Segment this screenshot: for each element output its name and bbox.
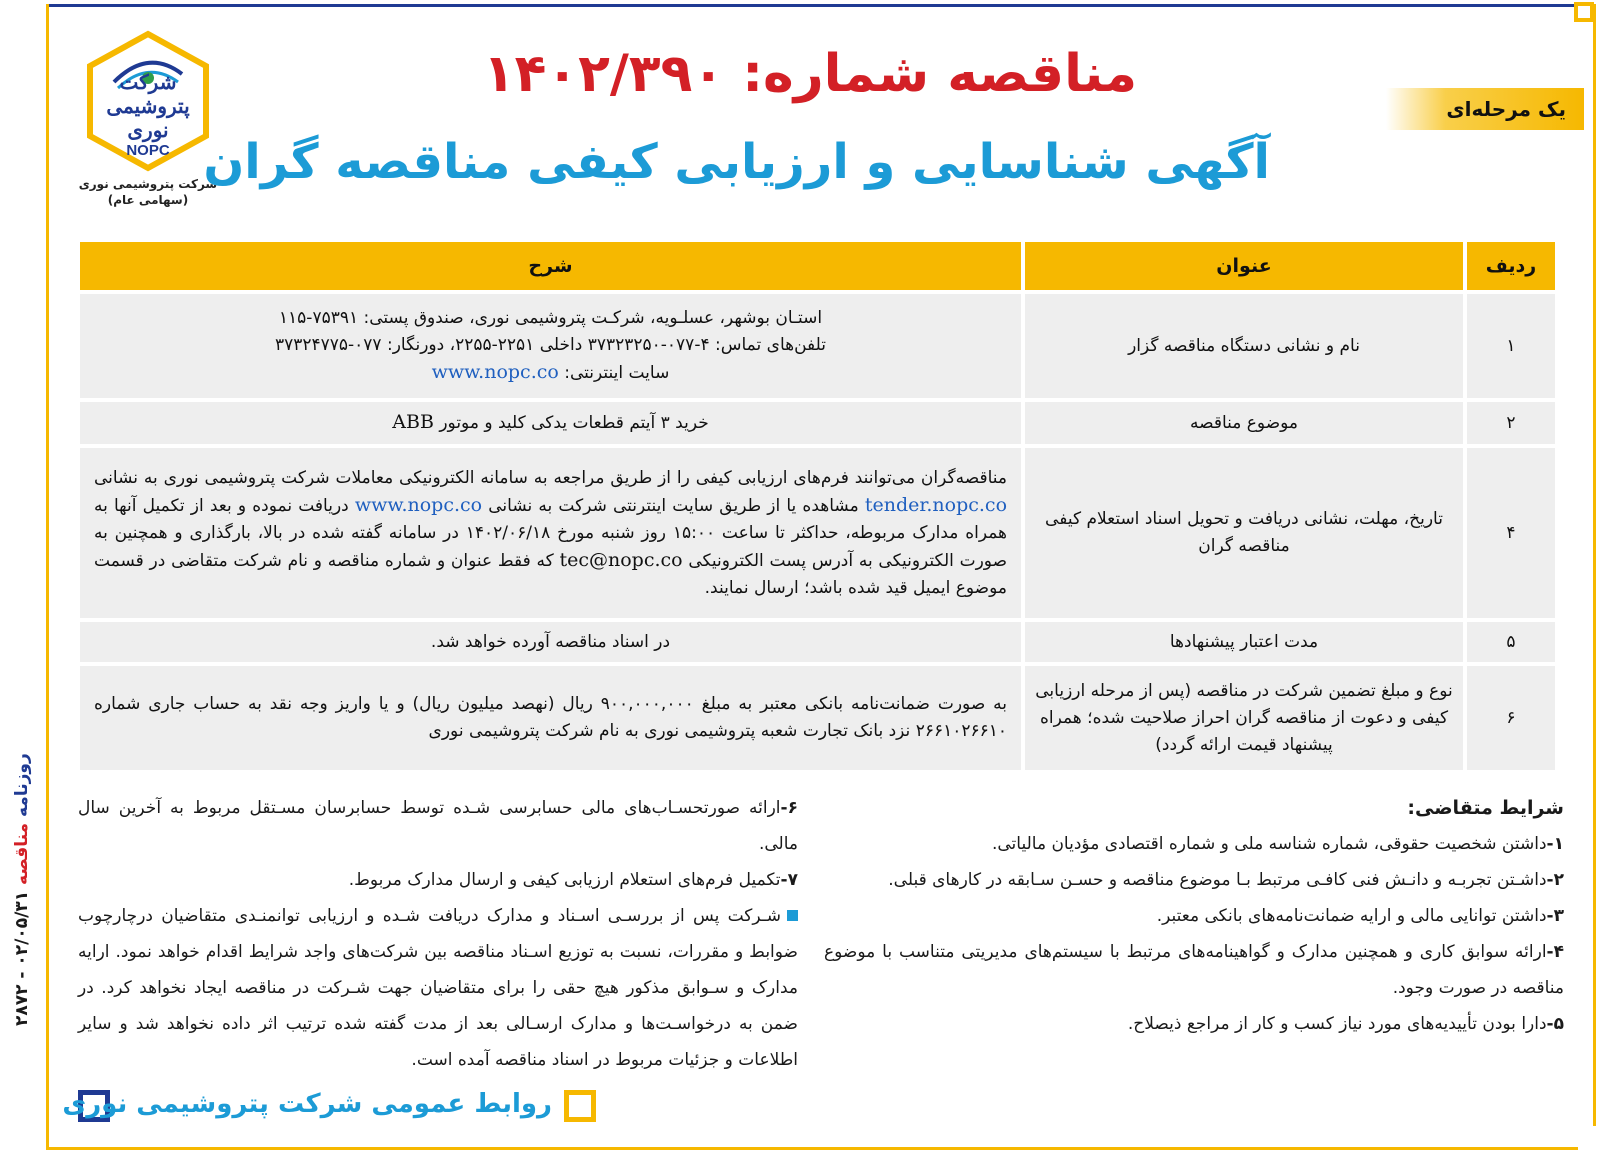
list-item: ۶-ارائه صورتحسـاب‌های مالی حسابرسی شـده توسط حسابرسان مسـتقل مربوط به آخرین سال مالی.: [78, 798, 798, 854]
tender-subtitle: آگهی شناسایی و ارزیابی کیفی مناقصه گران: [203, 134, 1270, 190]
stage-badge: یک مرحله‌ای: [1386, 88, 1584, 130]
header-title: عنوان: [1025, 242, 1463, 290]
conditions-heading: شرایط متقاضی:: [1407, 797, 1564, 819]
tender-portal-link[interactable]: tender.nopc.co: [864, 493, 1008, 516]
logo-hexagon: [84, 30, 212, 172]
header-desc: شرح: [80, 242, 1021, 290]
conditions-right: [824, 790, 1564, 1042]
row-index: ۲: [1467, 402, 1555, 444]
footer-signature: روابط عمومی شرکت پتروشیمی نوری: [62, 1089, 552, 1119]
website-link[interactable]: www.nopc.co: [431, 361, 559, 383]
footer: [62, 1082, 638, 1126]
list-item: ۲-داشـتن تجربـه و دانـش فنی کافـی مرتبط بـا موضوع مناقصه و حسـن سـابقه در کارهای قبلی.: [888, 870, 1564, 890]
table-row: [80, 294, 1555, 398]
row-index: ۱: [1467, 294, 1555, 398]
row-title: موضوع مناقصه: [1025, 402, 1463, 444]
company-logo: [78, 30, 218, 208]
table-row: [80, 666, 1555, 770]
website-link[interactable]: www.nopc.co: [354, 493, 483, 516]
row-title: تاریخ، مهلت، نشانی دریافت و تحویل اسناد استعلام کیفی مناقصه گران: [1025, 448, 1463, 618]
conditions-left: [78, 790, 798, 1078]
row-title: مدت اعتبار پیشنهادها: [1025, 622, 1463, 662]
email-link[interactable]: tec@nopc.co: [559, 548, 683, 571]
table-row: [80, 448, 1555, 618]
conditions-note: شـرکت پس از بررسـی اسـناد و مدارک دریافت شـده و ارزیابی توانمنـدی متقاضیان درچارچوب ضوابط و مقررات، نسبت به توزیع اسـناد مناقصه بین شرکت‌های واجد شرایط اقدام خواهد نمود. ارایه مدارک و سـوابق مذکور هیچ حقی را برای متقاضیان جهت شـرکت در مناقصه ایجاد نخواهد کرد. در ضمن به درخواسـت‌ها و مدارک ارسـالی بعد از مدت گفته شده ترتیب اثر داده نخواهد شد و سایر اطلاعات و جزئیات مربوط در اسناد مناقصه آمده است.: [78, 906, 798, 1070]
row-index: ۴: [1467, 448, 1555, 618]
newspaper-logo: مناقصه: [12, 823, 32, 886]
row-desc: خرید ۳ آیتم قطعات یدکی کلید و موتور ABB: [80, 402, 1021, 444]
tender-title: مناقصه شماره: ۱۴۰۲/۳۹۰: [482, 44, 1138, 104]
tender-table: [76, 238, 1559, 774]
logo-caption: شرکت پتروشیمی نوری (سهامی عام): [78, 177, 218, 207]
table-header-row: [80, 242, 1555, 290]
row-index: ۵: [1467, 622, 1555, 662]
square-bullet-icon: [787, 910, 798, 921]
logo-brand-en: NOPC: [126, 141, 170, 159]
row-desc: مناقصه‌گران می‌توانند فرم‌های ارزیابی کیفی را از طریق مراجعه به سامانه الکترونیکی معاملات شرکت پتروشیمی نوری به نشانی tender.nopc.co مشاهده یا از طریق سایت اینترنتی شرکت به نشانی www.nopc.co دریافت نموده و بعد از تکمیل آنها به همراه مدارک مربوطه، حداکثر تا ساعت ۱۵:۰۰ روز شنبه مورخ ۱۴۰۲/۰۶/۱۸ در سامانه گفته شده در بالا، بارگذاری و همچنین به صورت الکترونیکی به آدرس پست الکترونیکی tec@nopc.co که فقط عنوان و شماره مناقصه و نام شرکت متقاضی در قسمت موضوع ایمیل قید شده باشد؛ ارسال نمایند.: [80, 448, 1021, 618]
corner-square-icon: [1574, 2, 1594, 22]
table-row: [80, 402, 1555, 444]
list-item: ۷-تکمیل فرم‌های استعلام ارزیابی کیفی و ارسال مدارک مربوط.: [348, 870, 798, 890]
logo-brand-fa: شرکت پتروشیمی نوری: [106, 69, 190, 142]
list-item: ۱-داشتن شخصیت حقوقی، شماره شناسه ملی و شماره اقتصادی مؤدیان مالیاتی.: [991, 834, 1564, 854]
table-row: [80, 622, 1555, 662]
list-item: ۴-ارائه سوابق کاری و همچنین مدارک و گواهینامه‌های مرتبط با سیستم‌های مدیریتی متناسب با موضوع مناقصه در صورت وجود.: [824, 942, 1564, 998]
row-title: نوع و مبلغ تضمین شرکت در مناقصه (پس از مرحله ارزیابی کیفی و دعوت از مناقصه گران احراز صلاحیت شده؛ همراه پیشنهاد قیمت ارائه گردد): [1025, 666, 1463, 770]
row-title: نام و نشانی دستگاه مناقصه گزار: [1025, 294, 1463, 398]
row-desc: به صورت ضمانت‌نامه بانکی معتبر به مبلغ ۹۰۰,۰۰۰,۰۰۰ ریال (نهصد میلیون ریال) و یا واریز وجه نقد به حساب جاری شماره ۲۶۶۱۰۲۶۶۱۰ نزد بانک تجارت شعبه پتروشیمی نوری به نام شرکت پتروشیمی نوری: [80, 666, 1021, 770]
square-icon: [564, 1090, 596, 1122]
header-index: ردیف: [1467, 242, 1555, 290]
row-desc: استـان بوشهر، عسلـویه، شرکـت پتروشیمی نوری، صندوق پستی: ۷۵۳۹۱-۱۱۵ تلفن‌های تماس: ۴-۰۷۷-۳۷۳۲۳۲۵۰ داخلی ۲۲۵۱-۲۲۵۵، دورنگار: ۰۷۷-۳۷۳۲۴۷۷۵ سایت اینترنتی: www.nopc.co: [80, 294, 1021, 398]
list-item: ۵-دارا بودن تأییدیه‌های مورد نیاز کسب و کار از مراجع ذیصلاح.: [1127, 1014, 1564, 1034]
row-index: ۶: [1467, 666, 1555, 770]
newspaper-side-label: روزنامه مناقصه ۰۲/۰۵/۳۱ - ۲۸۷۲: [12, 753, 32, 1027]
row-desc: در اسناد مناقصه آورده خواهد شد.: [80, 622, 1021, 662]
list-item: ۳-داشتن توانایی مالی و ارایه ضمانت‌نامه‌های بانکی معتبر.: [1156, 906, 1564, 926]
